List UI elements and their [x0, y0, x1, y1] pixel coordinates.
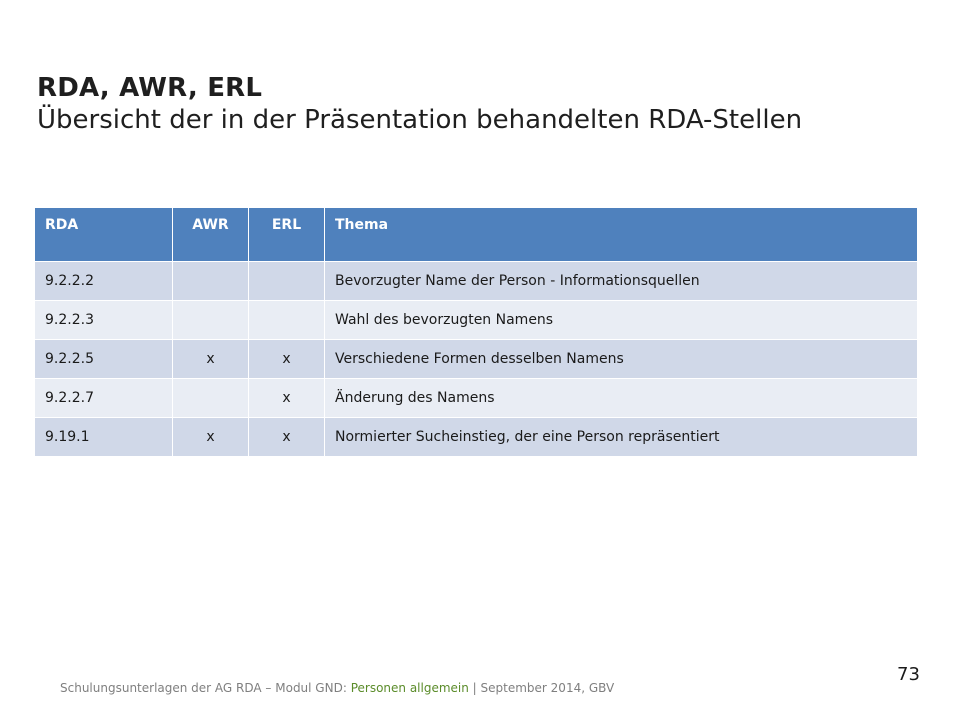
cell-thema: Bevorzugter Name der Person - Informationsquellen	[325, 262, 918, 301]
column-header-erl: ERL	[249, 208, 325, 262]
page-number: 73	[897, 664, 920, 685]
cell-rda: 9.2.2.2	[35, 262, 173, 301]
slide-title-block	[37, 72, 927, 136]
cell-rda: 9.19.1	[35, 418, 173, 457]
cell-awr	[173, 379, 249, 418]
cell-thema: Wahl des bevorzugten Namens	[325, 301, 918, 340]
cell-erl: x	[249, 418, 325, 457]
table-header-row	[35, 208, 918, 262]
cell-erl	[249, 301, 325, 340]
cell-rda: 9.2.2.7	[35, 379, 173, 418]
table-row	[35, 262, 918, 301]
slide-subtitle: Übersicht der in der Präsentation behandelten RDA-Stellen	[37, 105, 803, 135]
column-header-awr: AWR	[173, 208, 249, 262]
cell-thema: Änderung des Namens	[325, 379, 918, 418]
cell-erl: x	[249, 379, 325, 418]
cell-rda: 9.2.2.3	[35, 301, 173, 340]
table-row	[35, 301, 918, 340]
footer-prefix: Schulungsunterlagen der AG RDA – Modul GND:	[60, 681, 351, 695]
cell-erl: x	[249, 340, 325, 379]
table-row	[35, 418, 918, 457]
cell-awr: x	[173, 418, 249, 457]
cell-awr: x	[173, 340, 249, 379]
cell-thema: Verschiedene Formen desselben Namens	[325, 340, 918, 379]
table-row	[35, 379, 918, 418]
footer-module: Personen allgemein	[350, 681, 469, 695]
table-row	[35, 340, 918, 379]
cell-erl	[249, 262, 325, 301]
slide-title: RDA, AWR, ERL	[37, 73, 263, 103]
cell-rda: 9.2.2.5	[35, 340, 173, 379]
rda-reference-table	[34, 207, 918, 457]
column-header-thema: Thema	[325, 208, 918, 262]
slide-footer	[60, 681, 614, 695]
column-header-rda: RDA	[35, 208, 173, 262]
footer-suffix: | September 2014, GBV	[468, 681, 615, 695]
cell-awr	[173, 262, 249, 301]
cell-thema: Normierter Sucheinstieg, der eine Person repräsentiert	[325, 418, 918, 457]
cell-awr	[173, 301, 249, 340]
